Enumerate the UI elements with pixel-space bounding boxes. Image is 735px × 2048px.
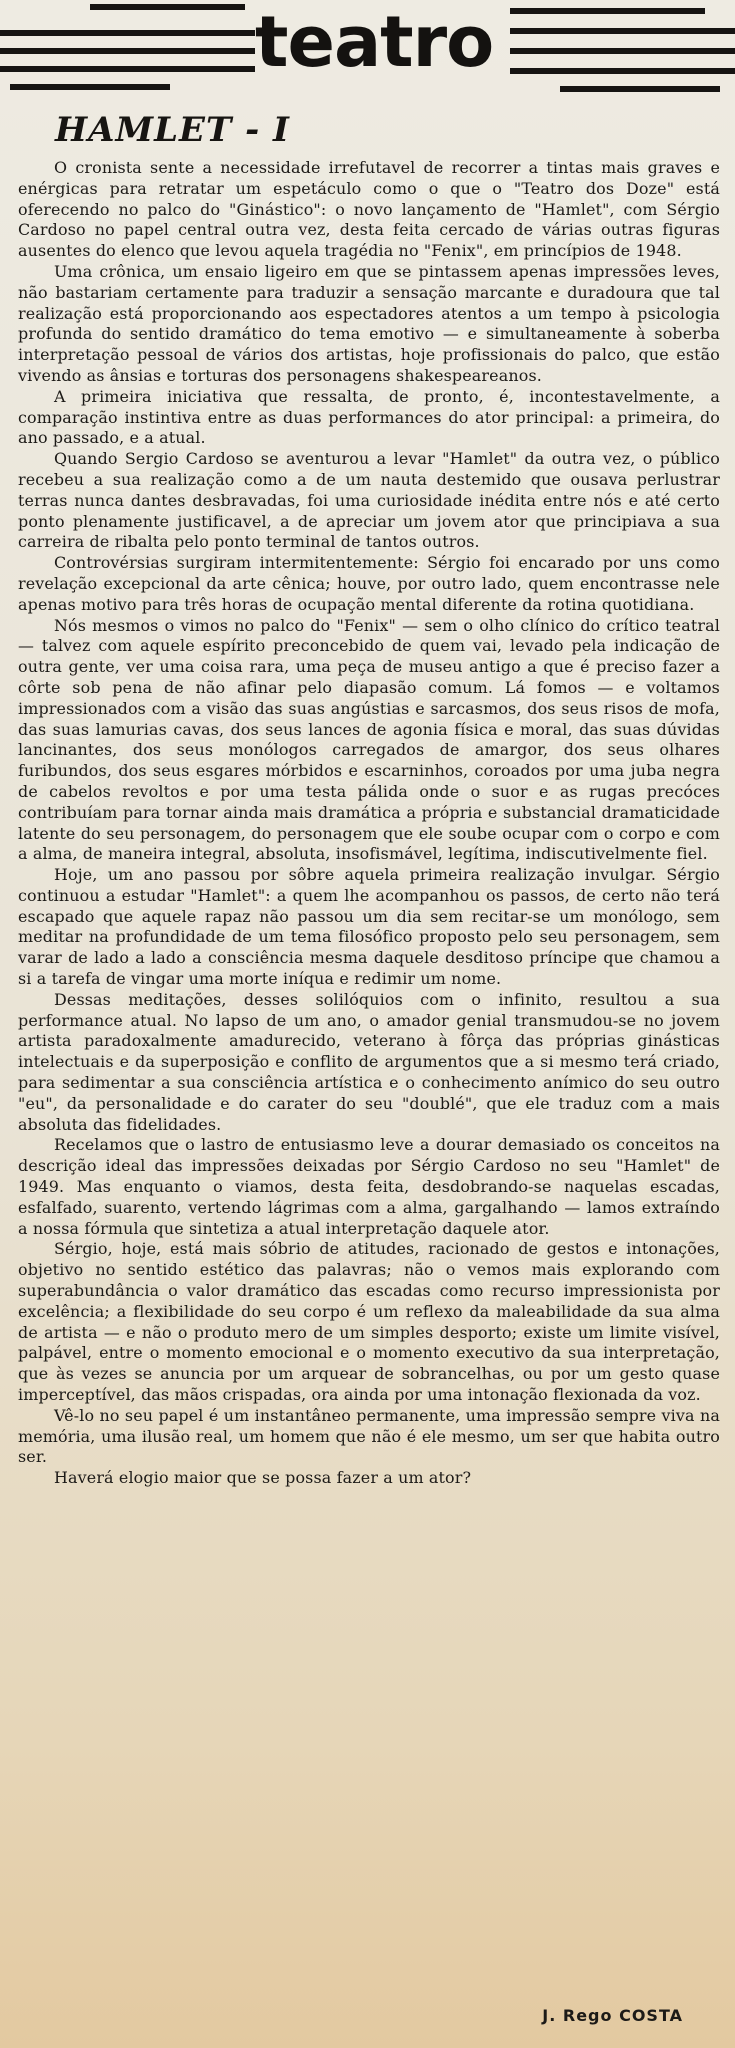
masthead-rule [510, 68, 735, 74]
article-body [18, 158, 720, 1489]
article-paragraph: Recelamos que o lastro de entusiasmo leve a dourar demasiado os conceitos na descrição ideal das impressões deixadas por Sérgio Cardoso no seu "Hamlet" de 1949. Mas enquanto o viamos, desta feita, desdobrando-se naquelas escadas, esfalfado, suarento, vertendo lágrimas com a alma, gargalhando — lamos extraíndo a nossa fórmula que sintetiza a atual interpretação daquele ator. [18, 1135, 720, 1238]
section-masthead [0, 0, 735, 100]
masthead-rule [0, 66, 255, 72]
article-paragraph: Hoje, um ano passou por sôbre aquela primeira realização invulgar. Sérgio continuou a estudar "Hamlet": a quem lhe acompanhou os passos, de certo não terá escapado que aquele rapaz não passou um dia sem recitar-se um monólogo, sem meditar na profundidade de um tema filosófico proposto pelo seu personagem, sem varar de lado a lado a consciência mesma daquele desditoso príncipe que chamou a si a tarefa de vingar uma morte iníqua e redimir um nome. [18, 865, 720, 989]
masthead-rule [0, 48, 255, 54]
masthead-rule [10, 84, 170, 90]
article-paragraph: Vê-lo no seu papel é um instantâneo permanente, uma impressão sempre viva na memória, uma ilusão real, um homem que não é ele mesmo, um ser que habita outro ser. [18, 1405, 720, 1467]
article-paragraph: Nós mesmos o vimos no palco do "Fenix" — sem o olho clínico do crítico teatral — talvez com aquele espírito preconcebido de quem vai, levado pela indicação de outra gente, ver uma coisa rara, uma peça de museu antigo a que é preciso fazer a côrte sob pena de não afinar pelo diapasão comum. Lá fomos — e voltamos impressionados com a visão das suas angústias e sarcasmos, dos seus risos de mofa, das suas lamurias cavas, dos seus lances de agonia física e moral, das suas dúvidas lancinantes, dos seus monólogos carregados de amargor, dos seus olhares furibundos, dos seus esgares mórbidos e escarninhos, coroados por uma juba negra de cabelos revoltos e por uma testa pálida onde o suor e as rugas precóces contribuíam para tornar ainda mais dramática a própria e substancial dramaticidade latente do seu personagem, do personagem que ele soube ocupar com o corpo e com a alma, de maneira integral, absoluta, insofismável, legítima, indiscutivelmente fiel. [18, 615, 720, 864]
masthead-rule [0, 30, 255, 36]
article-paragraph: Haverá elogio maior que se possa fazer a um ator? [54, 1468, 472, 1488]
article-paragraph: A primeira iniciativa que ressalta, de pronto, é, incontestavelmente, a comparação instintiva entre as duas performances do ator principal: a primeira, do ano passado, e a atual. [18, 386, 720, 448]
article-paragraph: Quando Sergio Cardoso se aventurou a levar "Hamlet" da outra vez, o público recebeu a sua realização como a de um nauta destemido que ousava perlustrar terras nunca dantes desbravadas, foi uma curiosidade inédita entre nós e até certo ponto plenamente justificavel, a de apreciar um jovem ator que principiava a sua carreira de ribalta pelo ponto terminal de tantos outros. [18, 449, 720, 552]
article-paragraph: Uma crônica, um ensaio ligeiro em que se pintassem apenas impressões leves, não bastariam certamente para traduzir a sensação marcante e duradoura que tal realização está proporcionando aos espectadores atentos a um tempo à psicologia profunda do sentido dramático do tema emotivo — e simultaneamente à soberba interpretação pessoal de vários dos artistas, hoje profissionais do palco, que estão vivendo as ânsias e torturas dos personagens shakespeareanos. [18, 261, 720, 385]
masthead-rule [510, 48, 735, 54]
section-title: teatro [255, 1, 494, 83]
author-byline: J. Rego COSTA [542, 2006, 683, 2025]
masthead-rule [90, 4, 245, 10]
article-paragraph: Sérgio, hoje, está mais sóbrio de atitudes, racionado de gestos e intonações, objetivo no sentido estético das palavras; não o vemos mais explorando com superabundância o valor dramático das escadas como recurso impressionista por excelência; a flexibilidade do seu corpo é um reflexo da maleabilidade da sua alma de artista — e não o produto mero de um simples desporto; existe um limite visível, palpável, entre o momento emocional e o momento executivo da sua interpretação, que às vezes se anuncia por um arquear de sobrancelhas, ou por um gesto quase imperceptível, das mãos crispadas, ora ainda por uma intonação flexionada da voz. [18, 1239, 720, 1405]
masthead-rule [560, 86, 720, 92]
masthead-rule [510, 28, 735, 34]
masthead-rule [510, 8, 705, 14]
article-paragraph: O cronista sente a necessidade irrefutavel de recorrer a tintas mais graves e enérgicas para retratar um espetáculo como o que o "Teatro dos Doze" está oferecendo no palco do "Ginástico": o novo lançamento de "Hamlet", com Sérgio Cardoso no papel central outra vez, desta feita cercado de várias outras figuras ausentes do elenco que levou aquela tragédia no "Fenix", em princípios de 1948. [18, 158, 720, 261]
article-paragraph: Controvérsias surgiram intermitentemente: Sérgio foi encarado por uns como revelação excepcional da arte cênica; houve, por outro lado, quem encontrasse nele apenas motivo para três horas de ocupação mental diferente da rotina quotidiana. [18, 553, 720, 614]
article-title: HAMLET - I [55, 110, 290, 150]
article-paragraph: Dessas meditações, desses solilóquios com o infinito, resultou a sua performance atual. No lapso de um ano, o amador genial transmudou-se no jovem artista paradoxalmente amadurecido, veterano à fôrça das próprias ginásticas intelectuais e da superposição e conflito de argumentos que a si mesmo terá criado, para sedimentar a sua consciência artística e o conhecimento anímico do seu outro "eu", da personalidade e do carater do seu "doublé", que ele traduz com a mais absoluta das fidelidades. [18, 989, 720, 1134]
